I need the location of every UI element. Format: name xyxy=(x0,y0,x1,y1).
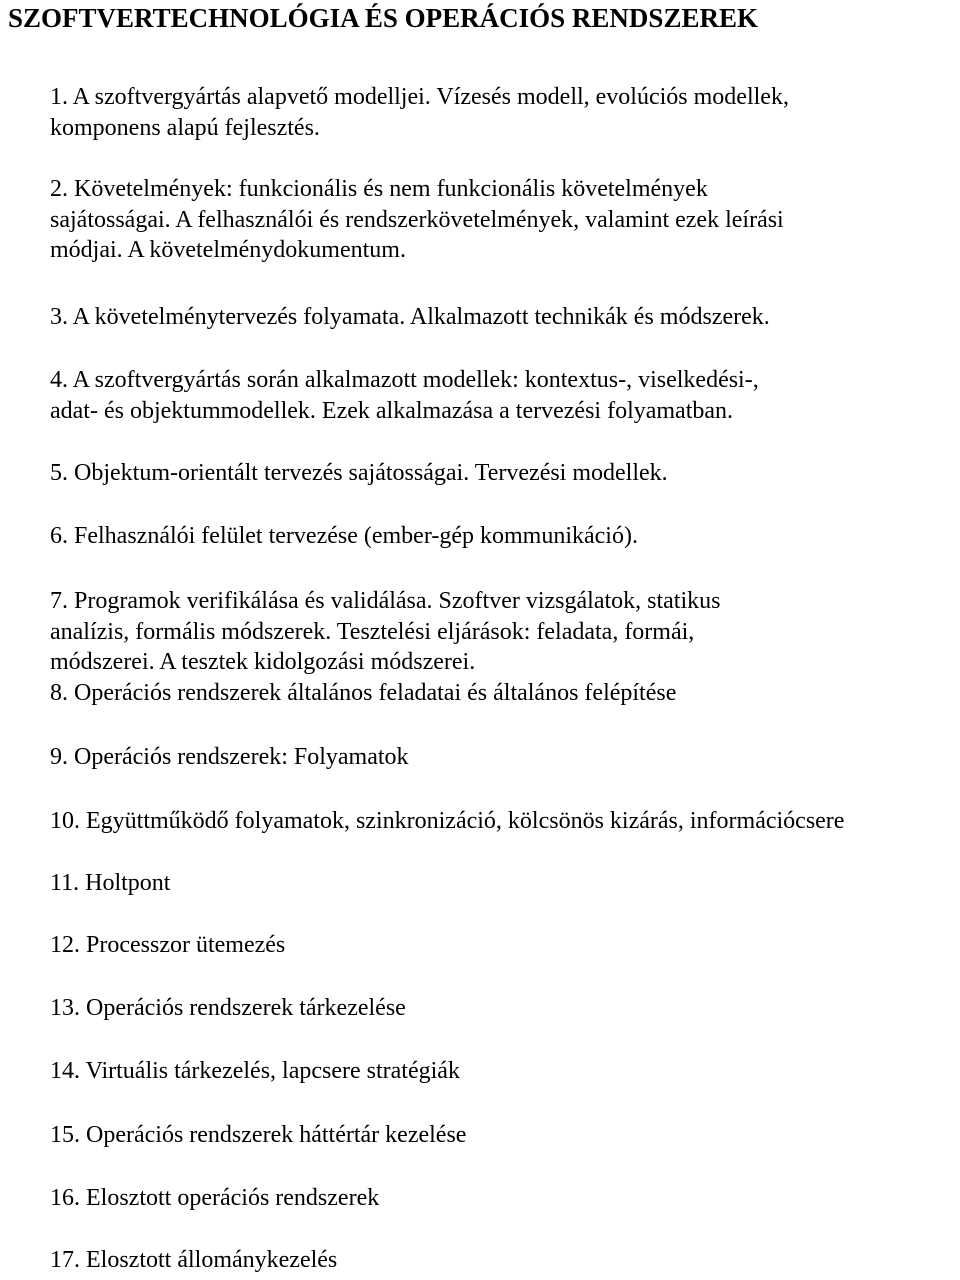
document-title: SZOFTVERTECHNOLÓGIA ÉS OPERÁCIÓS RENDSZEREK xyxy=(8,3,758,33)
list-item-1: 1. A szoftvergyártás alapvető modelljei. Vízesés modell, evolúciós modellek, komponens alapú fejlesztés. xyxy=(50,84,789,141)
list-item-13: 13. Operációs rendszerek tárkezelése xyxy=(50,995,406,1021)
list-item-9: 9. Operációs rendszerek: Folyamatok xyxy=(50,744,409,770)
list-item-11: 11. Holtpont xyxy=(50,870,171,896)
list-item-14: 14. Virtuális tárkezelés, lapcsere stratégiák xyxy=(50,1058,460,1084)
list-item-10: 10. Együttműködő folyamatok, szinkronizáció, kölcsönös kizárás, információcsere xyxy=(50,808,845,834)
list-item-6: 6. Felhasználói felület tervezése (ember-gép kommunikáció). xyxy=(50,523,638,549)
list-item-8: 8. Operációs rendszerek általános feladatai és általános felépítése xyxy=(50,680,677,706)
list-item-4: 4. A szoftvergyártás során alkalmazott modellek: kontextus-, viselkedési-, adat- és objektummodellek. Ezek alkalmazása a tervezési folyamatban. xyxy=(50,367,759,424)
list-item-15: 15. Operációs rendszerek háttértár kezelése xyxy=(50,1122,467,1148)
list-item-3: 3. A követelménytervezés folyamata. Alkalmazott technikák és módszerek. xyxy=(50,304,770,330)
list-item-7: 7. Programok verifikálása és validálása. Szoftver vizsgálatok, statikus analízis, formális módszerek. Tesztelési eljárások: feladata, formái, módszerei. A tesztek kidolgozási módszerei. xyxy=(50,588,721,676)
list-item-2: 2. Követelmények: funkcionális és nem funkcionális követelmények sajátosságai. A felhasználói és rendszerkövetelmények, valamint ezek leírási módjai. A követelménydokumentum. xyxy=(50,176,784,264)
list-item-12: 12. Processzor ütemezés xyxy=(50,932,286,958)
list-item-5: 5. Objektum-orientált tervezés sajátosságai. Tervezési modellek. xyxy=(50,460,668,486)
list-item-17: 17. Elosztott állománykezelés xyxy=(50,1247,338,1273)
list-item-16: 16. Elosztott operációs rendszerek xyxy=(50,1185,380,1211)
